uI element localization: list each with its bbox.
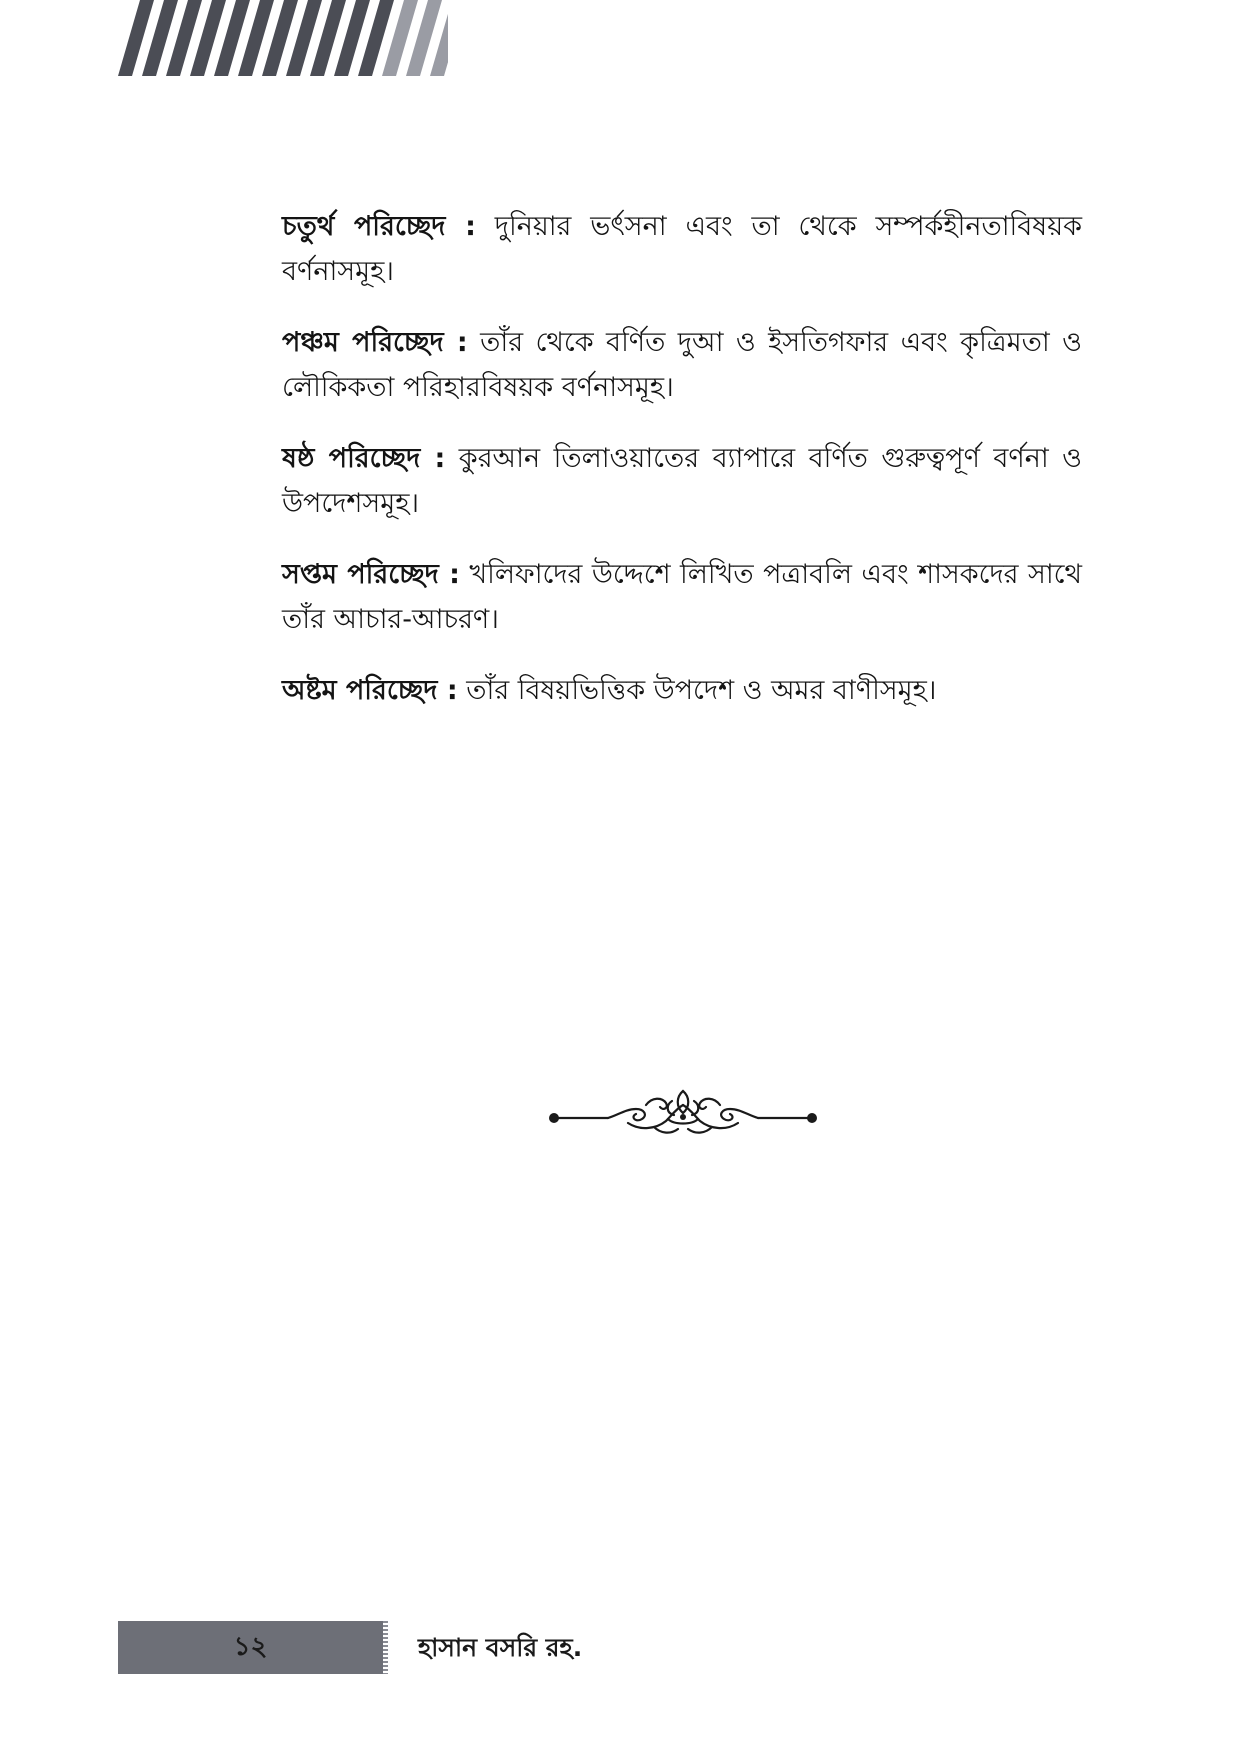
book-title: হাসান বসরি রহ. — [418, 1633, 583, 1662]
floral-ornament-icon — [548, 1075, 818, 1161]
chapter-paragraph-5 — [282, 320, 1082, 410]
chapter-paragraph-6 — [282, 436, 1082, 526]
chapter-paragraph-7 — [282, 552, 1082, 642]
chapter-description: তাঁর বিষয়ভিত্তিক উপদেশ ও অমর বাণীসমূহ। — [457, 675, 937, 706]
chapter-paragraph-4 — [282, 204, 1082, 294]
chapter-description: খলিফাদের উদ্দেশে লিখিত পত্রাবলি এবং শাসকদের সাথে তাঁর আচার-আচরণ। — [282, 559, 1082, 635]
chapter-list — [282, 204, 1082, 739]
page-number: ১২ — [233, 1632, 268, 1662]
chapter-heading: চতুর্থ পরিচ্ছেদ : — [282, 211, 476, 242]
chapter-description: দুনিয়ার ভর্ৎসনা এবং তা থেকে সম্পর্কহীনতাবিষয়ক বর্ণনাসমূহ। — [282, 211, 1082, 287]
chapter-heading: পঞ্চম পরিচ্ছেদ : — [282, 327, 468, 358]
chapter-heading: ষষ্ঠ পরিচ্ছেদ : — [282, 443, 446, 474]
header-stripes-decoration — [118, 0, 448, 76]
chapter-heading: অষ্টম পরিচ্ছেদ : — [282, 675, 458, 706]
chapter-description: তাঁর থেকে বর্ণিত দুআ ও ইসতিগফার এবং কৃত্রিমতা ও লৌকিকতা পরিহারবিষয়ক বর্ণনাসমূহ। — [282, 327, 1082, 403]
chapter-description: কুরআন তিলাওয়াতের ব্যাপারে বর্ণিত গুরুত্বপূর্ণ বর্ণনা ও উপদেশসমূহ। — [282, 443, 1083, 519]
footer-dotted-edge — [383, 1621, 388, 1674]
chapter-heading: সপ্তম পরিচ্ছেদ : — [282, 559, 460, 590]
chapter-paragraph-8 — [282, 668, 1082, 713]
